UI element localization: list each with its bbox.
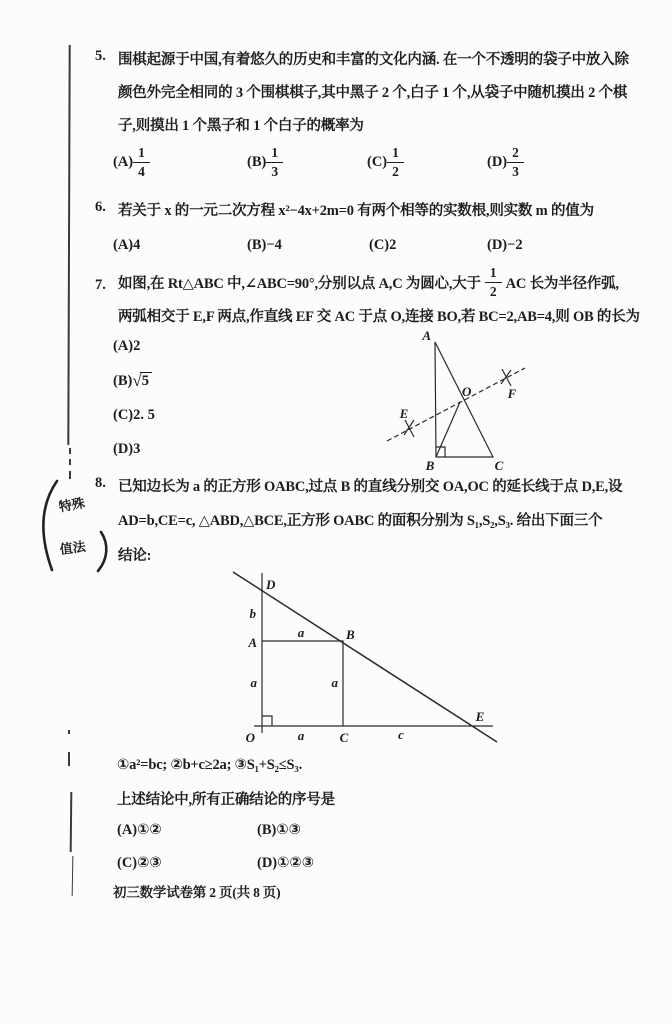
q7-number: 7. — [95, 277, 106, 293]
fraction-numerator: 1 — [387, 145, 404, 163]
q8-option-a — [117, 822, 162, 839]
q6-option-c-label: (C) — [369, 237, 390, 253]
q7-option-c-label: (C) — [113, 407, 134, 423]
q5-line-3: 子,则摸出 1 个黑子和 1 个白子的概率为 — [118, 118, 364, 134]
margin-line-segment — [68, 752, 70, 766]
q7-line-1-post: AC 长为半径作弧, — [505, 275, 619, 292]
q7-option-c — [113, 407, 155, 424]
margin-line-segment — [70, 792, 72, 852]
q8-option-d-value: ①②③ — [277, 855, 314, 871]
length-label-a-top: a — [297, 625, 305, 640]
q6-line-1: 若关于 x 的一元二次方程 x²−4x+2m=0 有两个相等的实数根,则实数 m 的值为 — [118, 203, 594, 219]
vertex-label-c: C — [339, 730, 349, 745]
q5-number: 5. — [95, 48, 106, 64]
q6-option-a — [113, 237, 140, 254]
q5-option-c-fraction — [387, 145, 404, 179]
q7-option-b — [113, 371, 152, 391]
fraction-denominator: 2 — [392, 163, 399, 179]
q6-option-b-label: (B) — [247, 237, 267, 253]
q8-option-a-value: ①② — [137, 822, 162, 838]
q7-option-d-value: 3 — [133, 441, 141, 457]
arc-cross-mark-f — [501, 369, 511, 386]
length-label-a-right: a — [331, 675, 338, 690]
q5-option-b — [247, 145, 283, 179]
arc-cross-mark-e — [404, 420, 414, 437]
q8-line-3: 结论: — [118, 548, 152, 564]
q6-option-a-value: 4 — [133, 237, 141, 253]
q8-figure-square-oabc — [185, 558, 520, 758]
point-label-o: O — [462, 384, 472, 399]
q7-option-b-label: (B) — [113, 372, 133, 389]
point-label-e: E — [475, 709, 485, 724]
q8-option-d-label: (D) — [257, 855, 278, 871]
q6-option-a-label: (A) — [113, 237, 134, 253]
q8-option-b — [257, 822, 301, 839]
q6-option-d — [487, 237, 523, 254]
q7-line-2: 两弧相交于 E,F 两点,作直线 EF 交 AC 于点 O,连接 BO,若 BC=2,AB=4,则 OB 的长为 — [118, 309, 640, 325]
handwritten-margin-note — [28, 478, 113, 573]
q7-option-d — [113, 441, 140, 458]
vertex-label-a: A — [248, 635, 257, 650]
point-label-d: D — [266, 577, 276, 592]
q5-option-d — [487, 145, 524, 179]
q7-figure-triangle-construction — [375, 328, 540, 475]
q6-option-d-label: (D) — [487, 237, 508, 253]
q5-option-c — [367, 145, 404, 179]
fraction-numerator: 1 — [133, 145, 150, 163]
q5-option-d-fraction — [507, 145, 524, 179]
q7-option-a-value: 2 — [133, 338, 141, 354]
right-angle-mark-b — [436, 447, 445, 457]
q6-number: 6. — [95, 199, 106, 215]
handwritten-close-paren — [98, 532, 106, 571]
vertex-label-a: A — [422, 328, 431, 343]
fraction-numerator: 2 — [507, 145, 524, 163]
q5-line-1: 围棋起源于中国,有着悠久的历史和丰富的文化内涵. 在一个不透明的袋子中放入除 — [118, 52, 629, 68]
q8-option-b-value: ①③ — [276, 822, 301, 838]
q7-option-d-label: (D) — [113, 441, 134, 457]
q7-line-1 — [118, 263, 619, 301]
q8-number: 8. — [95, 475, 106, 491]
radical-sign: √ — [132, 371, 142, 390]
q7-inline-fraction — [485, 265, 502, 299]
margin-line-segment — [69, 448, 71, 454]
q8-option-c-label: (C) — [117, 855, 138, 871]
q8-option-c-value: ②③ — [137, 855, 162, 871]
q7-option-c-value: 2. 5 — [133, 407, 155, 423]
q5-option-b-fraction — [266, 145, 283, 179]
fraction-denominator: 2 — [489, 283, 497, 299]
length-label-a-bottom: a — [297, 728, 305, 743]
q5-option-b-label: (B) — [247, 153, 267, 170]
q7-option-a-label: (A) — [113, 338, 134, 354]
vertex-label-b: B — [346, 627, 355, 642]
q5-option-a-fraction — [133, 145, 150, 179]
q5-line-2: 颜色外完全相同的 3 个围棋棋子,其中黑子 2 个,白子 1 个,从袋子中随机摸出 2 个棋 — [118, 85, 628, 101]
margin-line-segment — [69, 459, 71, 465]
fraction-denominator: 3 — [512, 163, 519, 179]
margin-line-segment — [68, 730, 70, 734]
q8-line-1: 已知边长为 a 的正方形 OABC,过点 B 的直线分别交 OA,OC 的延长线于点 D,E,设 — [118, 479, 623, 495]
q8-prompt: 上述结论中,所有正确结论的序号是 — [117, 792, 335, 808]
segment-bo — [436, 402, 460, 457]
q5-option-c-label: (C) — [367, 153, 388, 170]
vertex-label-b: B — [425, 458, 435, 473]
point-label-f: F — [507, 386, 517, 401]
margin-rule-line — [67, 45, 70, 445]
margin-note-word-1: 特殊 — [57, 496, 87, 516]
fraction-numerator: 1 — [266, 145, 283, 163]
q8-line-2: AD=b,CE=c, △ABD,△BCE,正方形 OABC 的面积分别为 S₁,S₂,S₃. 给出下面三个 — [118, 513, 603, 529]
fraction-denominator: 4 — [138, 163, 145, 179]
q7-option-a — [113, 338, 140, 355]
length-label-a-left: a — [250, 675, 257, 690]
q6-option-c-value: 2 — [389, 237, 397, 253]
q6-option-c — [369, 237, 396, 254]
vertex-label-c: C — [494, 458, 504, 473]
margin-line-segment — [72, 856, 74, 896]
right-angle-mark-o — [262, 716, 272, 726]
vertex-label-o: O — [245, 730, 255, 745]
q8-option-c — [117, 855, 162, 872]
handwritten-open-paren — [43, 481, 57, 570]
margin-note-word-2: 值法 — [59, 539, 87, 558]
q5-option-a-label: (A) — [113, 153, 134, 170]
point-label-e: E — [399, 406, 409, 421]
length-label-b: b — [249, 606, 256, 621]
q5-option-d-label: (D) — [487, 153, 508, 170]
page-footer: 初三数学试卷第 2 页(共 8 页) — [113, 885, 281, 900]
q8-option-a-label: (A) — [117, 822, 138, 838]
length-label-c: c — [398, 727, 404, 742]
q8-conclusions: ①a²=bc; ②b+c≥2a; ③S₁+S₂≤S₃. — [117, 757, 302, 773]
q8-option-b-label: (B) — [257, 822, 277, 838]
q6-option-d-value: −2 — [507, 237, 523, 253]
fraction-denominator: 3 — [271, 163, 279, 179]
q8-option-d — [257, 855, 314, 872]
q6-option-b — [247, 237, 282, 254]
q6-option-b-value: −4 — [266, 237, 282, 253]
q5-option-a — [113, 145, 150, 179]
fraction-numerator: 1 — [485, 265, 502, 283]
radicand: 5 — [140, 372, 152, 390]
q7-line-1-pre: 如图,在 Rt△ABC 中,∠ABC=90°,分别以点 A,C 为圆心,大于 — [118, 275, 481, 292]
